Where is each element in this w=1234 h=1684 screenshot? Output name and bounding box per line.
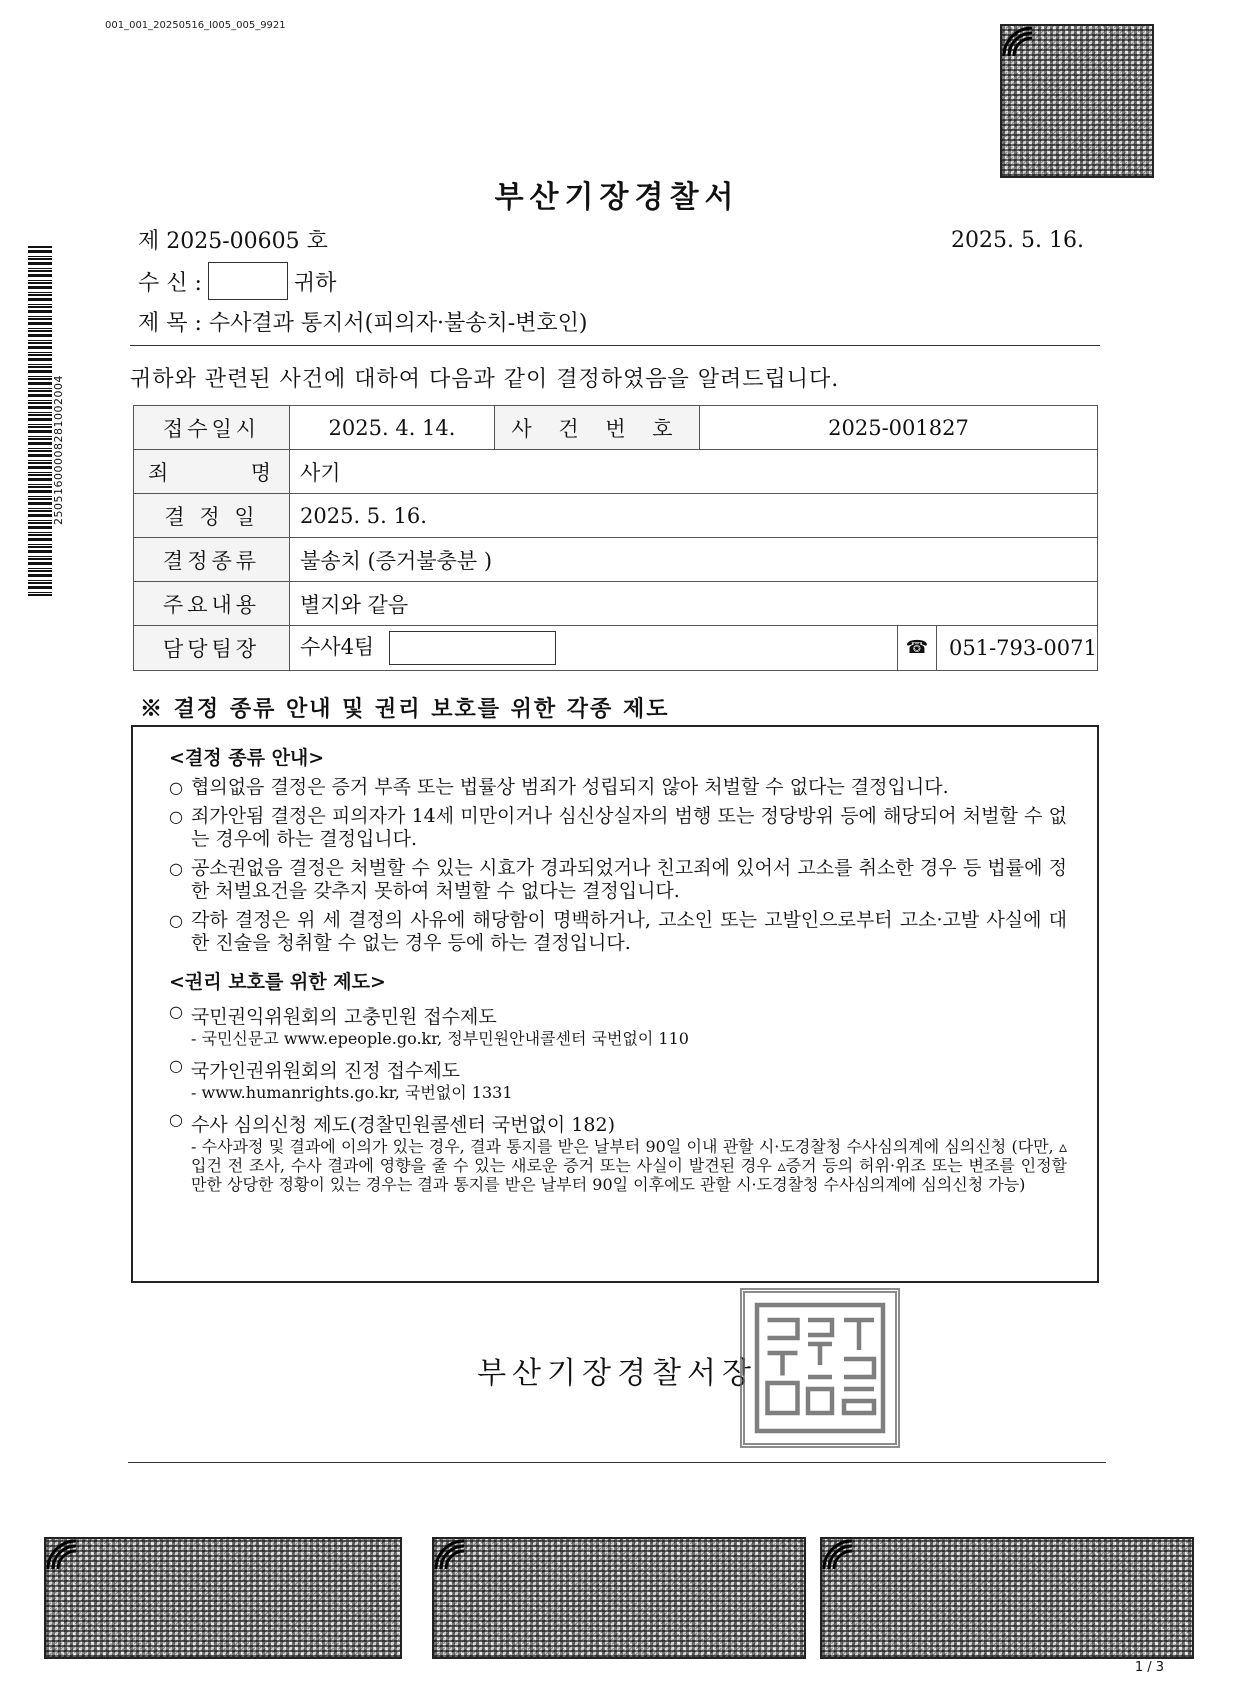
bullet-icon: ○	[169, 911, 183, 930]
list-item	[169, 1002, 1067, 1048]
rights-item-main: 국가인권위원회의 진정 접수제도	[191, 1060, 461, 1082]
table-row	[134, 494, 1098, 538]
phone-cell	[898, 626, 1098, 671]
list-item	[163, 857, 1067, 903]
qr-corner-icon	[46, 1539, 80, 1573]
table-row	[134, 582, 1098, 626]
charge-label-part2: 명	[250, 460, 275, 485]
list-item	[163, 805, 1067, 851]
qr-corner-icon	[434, 1539, 468, 1573]
team-leader-label: 담당팀장	[134, 626, 290, 671]
recipient-row	[138, 262, 336, 300]
recipient-label: 수 신 :	[138, 270, 202, 296]
official-seal-icon	[740, 1288, 900, 1448]
decision-guide-item: 협의없음 결정은 증거 부족 또는 법률상 범죄가 성립되지 않아 처벌할 수 없다는 결정입니다.	[191, 776, 949, 798]
main-content-value: 별지와 같음	[290, 582, 1098, 626]
charge-value: 사기	[290, 450, 1098, 494]
bullet-icon: ○	[169, 1002, 183, 1021]
rights-item-main: 수사 심의신청 제도(경찰민원콜센터 국번없이 182)	[191, 1114, 615, 1136]
rights-item-detail: - 국민신문고 www.epeople.go.kr, 정부민원안내콜센터 국번없이 110	[191, 1029, 689, 1048]
case-info-table	[133, 405, 1098, 671]
bullet-icon: ○	[169, 778, 183, 797]
table-row	[134, 626, 1098, 671]
seal-glyphs	[745, 1293, 895, 1443]
divider	[130, 345, 1100, 346]
qr-code-bottom-3	[820, 1537, 1194, 1659]
notice-box	[131, 725, 1099, 1283]
rights-item-detail: - 수사과정 및 결과에 이의가 있는 경우, 결과 통지를 받은 날부터 90일 이내 관할 시·도경찰청 수사심의계에 심의신청 (다만, ▵입건 전 조사, 수사 결과에 영향을 줄 수 있는 새로운 증거 또는 사실이 발견된 경우 ▵증거 등의 허위·위조 또는 변조를 인정할 만한 상당한 정황이 있는 경우는 결과 통지를 받은 날부터 90일 이후에도 관할 시·도경찰청 수사심의계에 심의신청 가능)	[191, 1137, 1067, 1194]
phone-number: 051-793-0071	[949, 636, 1097, 660]
charge-label	[134, 450, 290, 494]
decision-guide-title: <결정 종류 안내>	[169, 747, 325, 769]
side-barcode	[28, 246, 52, 596]
decision-guide-item: 죄가안됨 결정은 피의자가 14세 미만이거나 심신상실자의 범행 또는 정당방위 등에 해당되어 처벌할 수 없는 경우에 하는 결정입니다.	[191, 805, 1067, 850]
decision-date-value: 2025. 5. 16.	[290, 494, 1098, 538]
office-title: 부산기장경찰서	[494, 180, 740, 215]
notice-heading: ※ 결정 종류 안내 및 권리 보호를 위한 각종 제도	[140, 696, 670, 722]
document-number: 제 2025-00605 호	[138, 229, 328, 254]
team-leader-name-box	[389, 631, 556, 665]
decision-date-label: 결 정 일	[134, 494, 290, 538]
list-item	[163, 776, 1067, 799]
receipt-date-value: 2025. 4. 14.	[290, 406, 495, 450]
decision-guide-item: 공소권없음 결정은 처벌할 수 있는 시효가 경과되었거나 친고죄에 있어서 고소를 취소한 경우 등 법률에 정한 처벌요건을 갖추지 못하여 처벌할 수 없다는 결정입니다.	[191, 857, 1067, 902]
recipient-name-box	[208, 262, 288, 300]
bullet-icon: ○	[169, 1110, 183, 1129]
team-cell	[290, 626, 898, 671]
phone-icon: ☎	[898, 626, 937, 670]
charge-label-part1: 죄	[148, 460, 173, 485]
recipient-suffix: 귀하	[293, 270, 337, 296]
qr-corner-icon	[822, 1539, 856, 1573]
subject-line: 제 목 : 수사결과 통지서(피의자·불송치-변호인)	[138, 311, 588, 336]
case-number-label: 사 건 번 호	[495, 406, 700, 450]
qr-code-top-right	[1000, 24, 1154, 178]
bullet-icon: ○	[169, 807, 183, 826]
qr-corner-icon	[1002, 26, 1036, 60]
sender-title: 부산기장경찰서장	[477, 1356, 757, 1391]
rights-item-detail: - www.humanrights.go.kr, 국번없이 1331	[191, 1083, 513, 1102]
divider	[128, 1462, 1106, 1463]
table-row	[134, 450, 1098, 494]
decision-guide-item: 각하 결정은 위 세 결정의 사유에 해당함이 명백하거나, 고소인 또는 고발인으로부터 고소·고발 사실에 대한 진술을 청취할 수 없는 경우 등에 하는 결정입니다.	[191, 909, 1067, 954]
table-row	[134, 406, 1098, 450]
decision-type-label: 결정종류	[134, 538, 290, 582]
main-content-label: 주요내용	[134, 582, 290, 626]
qr-code-bottom-2	[432, 1537, 806, 1659]
table-row	[134, 538, 1098, 582]
list-item	[169, 1110, 1067, 1194]
case-number-value: 2025-001827	[700, 406, 1098, 450]
list-item	[169, 1056, 1067, 1102]
page-number: 1 / 3	[1134, 1660, 1164, 1675]
receipt-date-label: 접수일시	[134, 406, 290, 450]
side-barcode-number: 25051600008281002004	[52, 375, 65, 525]
rights-item-main: 국민권익위원회의 고충민원 접수제도	[191, 1006, 497, 1028]
team-value: 수사4팀	[300, 634, 375, 659]
list-item	[163, 909, 1067, 955]
rights-title: <권리 보호를 위한 제도>	[169, 971, 386, 993]
decision-type-value: 불송치 (증거불충분 )	[290, 538, 1098, 582]
document-code: 001_001_20250516_I005_005_9921	[105, 20, 286, 31]
bullet-icon: ○	[169, 1056, 183, 1075]
bullet-icon: ○	[169, 859, 183, 878]
intro-text: 귀하와 관련된 사건에 대하여 다음과 같이 결정하였음을 알려드립니다.	[130, 367, 840, 392]
qr-code-bottom-1	[44, 1537, 402, 1659]
document-date: 2025. 5. 16.	[951, 228, 1084, 253]
